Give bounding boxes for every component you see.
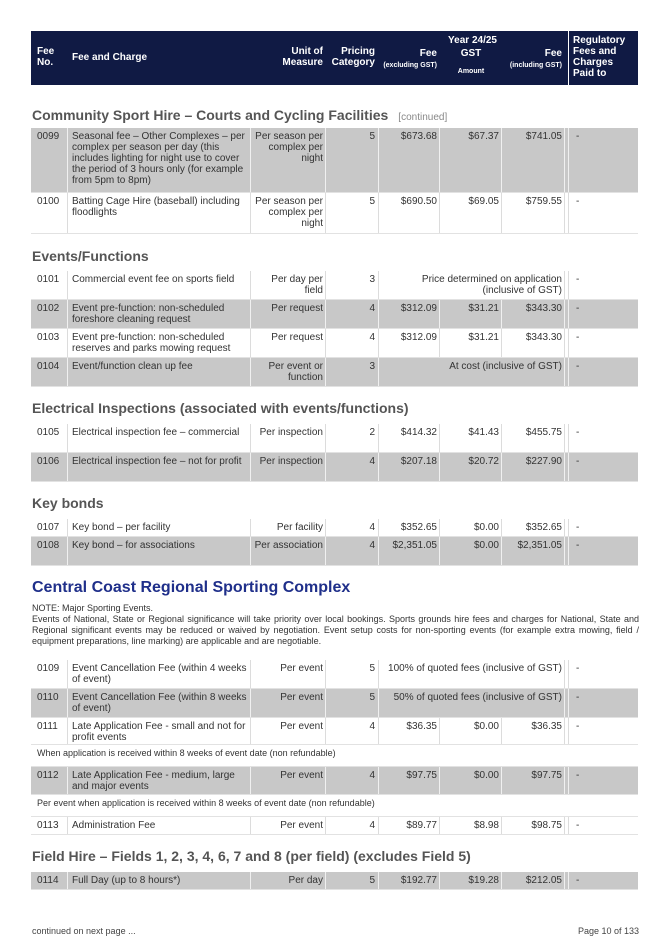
unit-of-measure: Per event	[280, 721, 323, 732]
fee-description: Event pre-function: non-scheduled reserves and parks mowing request	[72, 332, 231, 354]
cell-divider	[564, 358, 565, 386]
cell-divider	[325, 193, 326, 233]
cell-divider	[67, 358, 68, 386]
cell-divider	[325, 271, 326, 299]
fee-incl-gst: $343.30	[525, 303, 562, 314]
gst-amount: $31.21	[468, 332, 499, 343]
fee-description: Event Cancellation Fee (within 4 weeks of event)	[72, 663, 247, 685]
fee-number: 0110	[37, 692, 59, 703]
unit-of-measure: Per request	[271, 303, 323, 314]
pricing-category: 5	[369, 196, 375, 207]
cell-divider	[564, 193, 565, 233]
section-title-community-sport	[32, 107, 447, 123]
cell-divider	[568, 689, 569, 717]
cell-divider	[439, 424, 440, 452]
cell-divider	[67, 424, 68, 452]
header-year: Year 24/25	[448, 35, 497, 46]
fee-description: Commercial event fee on sports field	[72, 274, 235, 285]
cell-divider	[250, 817, 251, 834]
cell-divider	[501, 767, 502, 794]
cell-divider	[568, 271, 569, 299]
gst-amount: $0.00	[473, 721, 499, 732]
gst-amount: $20.72	[468, 456, 499, 467]
gst-amount: $69.05	[468, 196, 499, 207]
cell-divider	[439, 193, 440, 233]
regulatory-paid-to: -	[576, 361, 580, 372]
pricing-category: 4	[369, 332, 375, 343]
cell-divider	[501, 193, 502, 233]
fee-incl-gst: $98.75	[531, 820, 562, 831]
cell-divider	[250, 271, 251, 299]
fee-excl-gst: $690.50	[400, 196, 437, 207]
fee-description: Electrical inspection fee – not for profit	[72, 456, 242, 467]
table-row	[31, 537, 638, 566]
header-gst: GST	[460, 48, 482, 59]
table-row	[31, 193, 638, 234]
cell-divider	[378, 329, 379, 357]
unit-of-measure: Per event	[280, 692, 323, 703]
cell-divider	[378, 424, 379, 452]
table-row	[31, 424, 638, 453]
gst-amount: $0.00	[473, 540, 499, 551]
gst-amount: $41.43	[468, 427, 499, 438]
fee-note: Price determined on application (inclusive of GST)	[421, 274, 562, 296]
unit-of-measure: Per request	[271, 332, 323, 343]
cell-divider	[568, 329, 569, 357]
header-fee-and-charge: Fee and Charge	[72, 52, 148, 63]
regulatory-paid-to: -	[576, 332, 580, 343]
cell-divider	[501, 817, 502, 834]
pricing-category: 2	[369, 427, 375, 438]
cell-divider	[501, 300, 502, 328]
cell-divider	[568, 718, 569, 744]
fee-excl-gst: $312.09	[400, 303, 437, 314]
pricing-category: 4	[369, 770, 375, 781]
header-fee-no: Fee No.	[37, 46, 55, 68]
cell-divider	[325, 358, 326, 386]
fee-description: Electrical inspection fee – commercial	[72, 427, 240, 438]
header-separator	[568, 31, 569, 85]
cell-divider	[378, 271, 379, 299]
cell-divider	[250, 519, 251, 536]
regulatory-paid-to: -	[576, 820, 580, 831]
row-note-0111: When application is received within 8 weeks of event date (non refundable)	[31, 745, 638, 767]
fee-number: 0114	[37, 875, 59, 886]
section-title-field-hire: Field Hire – Fields 1, 2, 3, 4, 6, 7 and 8 (per field) (excludes Field 5)	[32, 848, 471, 864]
pricing-category: 4	[369, 303, 375, 314]
table-row	[31, 817, 638, 835]
cell-divider	[67, 329, 68, 357]
section-title-electrical: Electrical Inspections (associated with events/functions)	[32, 400, 409, 416]
cell-divider	[67, 537, 68, 565]
fee-incl-gst: $759.55	[525, 196, 562, 207]
cell-divider	[325, 453, 326, 481]
fee-excl-gst: $352.65	[400, 522, 437, 533]
unit-of-measure: Per season per complex per night	[255, 196, 323, 229]
cell-divider	[564, 329, 565, 357]
cell-divider	[250, 718, 251, 744]
cell-divider	[564, 300, 565, 328]
cell-divider	[564, 537, 565, 565]
fee-incl-gst: $36.35	[531, 721, 562, 732]
cell-divider	[250, 329, 251, 357]
cell-divider	[378, 660, 379, 688]
regulatory-paid-to: -	[576, 663, 580, 674]
fee-description: Event Cancellation Fee (within 8 weeks of event)	[72, 692, 247, 714]
cell-divider	[67, 300, 68, 328]
cell-divider	[568, 424, 569, 452]
cell-divider	[250, 424, 251, 452]
cell-divider	[325, 767, 326, 794]
fee-excl-gst: $673.68	[400, 131, 437, 142]
fee-number: 0113	[37, 820, 59, 831]
cell-divider	[564, 767, 565, 794]
table-row	[31, 872, 638, 890]
cell-divider	[564, 424, 565, 452]
note-heading: NOTE: Major Sporting Events.	[32, 603, 154, 613]
cell-divider	[378, 689, 379, 717]
fee-excl-gst: $2,351.05	[392, 540, 437, 551]
table-row	[31, 689, 638, 718]
footer-continued: continued on next page ...	[32, 926, 136, 936]
fee-incl-gst: $2,351.05	[517, 540, 562, 551]
pricing-category: 4	[369, 721, 375, 732]
section-title-key-bonds: Key bonds	[32, 495, 104, 511]
cell-divider	[564, 872, 565, 889]
cell-divider	[501, 128, 502, 192]
table-row	[31, 718, 638, 745]
cell-divider	[501, 329, 502, 357]
fee-description: Key bond – per facility	[72, 522, 171, 533]
fee-description: Seasonal fee – Other Complexes – per complex per season per day (this includes lighting for night use to cover the period of 3 hours only (for example from 5pm to 8pm)	[72, 131, 245, 186]
cell-divider	[568, 358, 569, 386]
header-regulatory: Regulatory Fees and Charges Paid to	[573, 35, 626, 79]
header-fee-incl-sub: (including GST)	[509, 62, 562, 69]
pricing-category: 3	[369, 274, 375, 285]
table-header	[31, 31, 638, 85]
cell-divider	[501, 537, 502, 565]
header-unit-of-measure: Unit of Measure	[282, 46, 323, 68]
fee-incl-gst: $741.05	[525, 131, 562, 142]
fee-description: Late Application Fee - medium, large and major events	[72, 770, 235, 792]
fee-incl-gst: $455.75	[525, 427, 562, 438]
unit-of-measure: Per day	[288, 875, 323, 886]
cell-divider	[439, 872, 440, 889]
cell-divider	[67, 519, 68, 536]
cell-divider	[568, 128, 569, 192]
cell-divider	[67, 193, 68, 233]
fee-number: 0102	[37, 303, 60, 314]
cell-divider	[67, 872, 68, 889]
cell-divider	[67, 817, 68, 834]
table-row	[31, 358, 638, 387]
cell-divider	[250, 128, 251, 192]
fee-number: 0106	[37, 456, 60, 467]
cell-divider	[325, 689, 326, 717]
gst-amount: $0.00	[473, 770, 499, 781]
fee-number: 0112	[37, 770, 59, 781]
regulatory-paid-to: -	[576, 274, 580, 285]
cell-divider	[501, 519, 502, 536]
fee-excl-gst: $312.09	[400, 332, 437, 343]
cell-divider	[568, 300, 569, 328]
cell-divider	[439, 453, 440, 481]
cell-divider	[439, 767, 440, 794]
cell-divider	[564, 817, 565, 834]
cell-divider	[378, 193, 379, 233]
regulatory-paid-to: -	[576, 196, 580, 207]
table-row	[31, 271, 638, 300]
unit-of-measure: Per event or function	[268, 361, 323, 383]
cell-divider	[67, 453, 68, 481]
fee-description: Full Day (up to 8 hours*)	[72, 875, 181, 886]
unit-of-measure: Per event	[280, 663, 323, 674]
cell-divider	[439, 718, 440, 744]
cell-divider	[67, 718, 68, 744]
unit-of-measure: Per day per field	[271, 274, 323, 296]
fee-note: 100% of quoted fees (inclusive of GST)	[388, 663, 562, 674]
header-pricing-category: Pricing Category	[331, 46, 375, 68]
fee-incl-gst: $227.90	[525, 456, 562, 467]
fee-excl-gst: $192.77	[400, 875, 437, 886]
cell-divider	[378, 767, 379, 794]
pricing-category: 4	[369, 456, 375, 467]
cell-divider	[378, 537, 379, 565]
cell-divider	[250, 537, 251, 565]
fee-number: 0107	[37, 522, 60, 533]
cell-divider	[250, 453, 251, 481]
cell-divider	[568, 767, 569, 794]
section-title-text: Community Sport Hire – Courts and Cycling Facilities	[32, 107, 389, 123]
unit-of-measure: Per association	[254, 540, 323, 551]
cell-divider	[439, 128, 440, 192]
fee-number: 0101	[37, 274, 60, 285]
fee-description: Event pre-function: non-scheduled foreshore cleaning request	[72, 303, 225, 325]
regulatory-paid-to: -	[576, 427, 580, 438]
cell-divider	[378, 817, 379, 834]
cell-divider	[67, 128, 68, 192]
fee-excl-gst: $97.75	[406, 770, 437, 781]
cell-divider	[568, 660, 569, 688]
cell-divider	[325, 872, 326, 889]
cell-divider	[250, 193, 251, 233]
pricing-category: 5	[369, 875, 375, 886]
fee-number: 0100	[37, 196, 60, 207]
fee-number: 0108	[37, 540, 60, 551]
cell-divider	[250, 689, 251, 717]
table-row	[31, 453, 638, 482]
cell-divider	[378, 519, 379, 536]
cell-divider	[325, 329, 326, 357]
cell-divider	[501, 424, 502, 452]
cell-divider	[378, 300, 379, 328]
table-row	[31, 767, 638, 795]
fee-incl-gst: $212.05	[525, 875, 562, 886]
fee-number: 0103	[37, 332, 60, 343]
section-title-ccrsc: Central Coast Regional Sporting Complex	[32, 579, 351, 596]
regulatory-paid-to: -	[576, 875, 580, 886]
fee-excl-gst: $207.18	[400, 456, 437, 467]
cell-divider	[501, 453, 502, 481]
fee-note: 50% of quoted fees (inclusive of GST)	[393, 692, 562, 703]
unit-of-measure: Per event	[280, 820, 323, 831]
row-note-0112: Per event when application is received within 8 weeks of event date (non refundable)	[31, 795, 638, 817]
cell-divider	[564, 271, 565, 299]
header-gst-sub: Amount	[457, 68, 485, 75]
cell-divider	[564, 519, 565, 536]
cell-divider	[250, 660, 251, 688]
cell-divider	[250, 358, 251, 386]
fee-incl-gst: $352.65	[525, 522, 562, 533]
cell-divider	[325, 300, 326, 328]
header-fee-excl: Fee	[419, 48, 437, 59]
cell-divider	[325, 424, 326, 452]
cell-divider	[250, 767, 251, 794]
gst-amount: $31.21	[468, 303, 499, 314]
cell-divider	[568, 817, 569, 834]
table-row	[31, 329, 638, 358]
section-title-events: Events/Functions	[32, 248, 149, 264]
cell-divider	[378, 358, 379, 386]
table-row	[31, 519, 638, 537]
regulatory-paid-to: -	[576, 692, 580, 703]
cell-divider	[564, 128, 565, 192]
footer-page-number: Page 10 of 133	[577, 926, 639, 936]
note-body: Events of National, State or Regional significance will take priority over local bookings. Sports grounds hire fees and charges for National, State and Regional significant events may be reduced or waived by negotiation. Event setup costs for non-sporting events (for example extra mowing, field / equipment preparations, line marking) are applicable and are negotiable.	[32, 614, 639, 646]
regulatory-paid-to: -	[576, 522, 580, 533]
table-row	[31, 660, 638, 689]
pricing-category: 4	[369, 540, 375, 551]
pricing-category: 3	[369, 361, 375, 372]
table-row	[31, 300, 638, 329]
cell-divider	[325, 519, 326, 536]
fee-description: Late Application Fee - small and not for profit events	[72, 721, 246, 743]
cell-divider	[67, 660, 68, 688]
fee-number: 0111	[37, 721, 58, 732]
cell-divider	[439, 817, 440, 834]
regulatory-paid-to: -	[576, 721, 580, 732]
fee-description: Key bond – for associations	[72, 540, 195, 551]
unit-of-measure: Per facility	[276, 522, 323, 533]
fee-description: Batting Cage Hire (baseball) including floodlights	[72, 196, 240, 218]
cell-divider	[439, 519, 440, 536]
fee-number: 0109	[37, 663, 60, 674]
cell-divider	[325, 817, 326, 834]
cell-divider	[67, 767, 68, 794]
cell-divider	[378, 128, 379, 192]
section-continued-label: [continued]	[398, 112, 448, 123]
cell-divider	[378, 718, 379, 744]
fee-incl-gst: $343.30	[525, 332, 562, 343]
cell-divider	[378, 453, 379, 481]
cell-divider	[568, 537, 569, 565]
cell-divider	[568, 519, 569, 536]
unit-of-measure: Per inspection	[259, 456, 323, 467]
regulatory-paid-to: -	[576, 540, 580, 551]
cell-divider	[378, 872, 379, 889]
cell-divider	[568, 193, 569, 233]
regulatory-paid-to: -	[576, 131, 580, 142]
pricing-category: 5	[369, 692, 375, 703]
fee-number: 0104	[37, 361, 60, 372]
header-fee-incl: Fee	[544, 48, 562, 59]
cell-divider	[325, 537, 326, 565]
cell-divider	[439, 300, 440, 328]
cell-divider	[568, 453, 569, 481]
fee-description: Event/function clean up fee	[72, 361, 193, 372]
cell-divider	[250, 300, 251, 328]
gst-amount: $19.28	[468, 875, 499, 886]
regulatory-paid-to: -	[576, 770, 580, 781]
cell-divider	[325, 718, 326, 744]
fee-number: 0099	[37, 131, 60, 142]
cell-divider	[564, 660, 565, 688]
cell-divider	[67, 689, 68, 717]
cell-divider	[67, 271, 68, 299]
pricing-category: 5	[369, 663, 375, 674]
unit-of-measure: Per event	[280, 770, 323, 781]
pricing-category: 4	[369, 820, 375, 831]
fee-description: Administration Fee	[72, 820, 156, 831]
cell-divider	[501, 872, 502, 889]
table-row	[31, 128, 638, 193]
gst-amount: $0.00	[473, 522, 499, 533]
pricing-category: 5	[369, 131, 375, 142]
cell-divider	[439, 537, 440, 565]
header-fee-excl-sub: (excluding GST)	[383, 62, 437, 69]
fee-number: 0105	[37, 427, 60, 438]
gst-amount: $67.37	[468, 131, 499, 142]
cell-divider	[564, 718, 565, 744]
regulatory-paid-to: -	[576, 456, 580, 467]
cell-divider	[250, 872, 251, 889]
regulatory-paid-to: -	[576, 303, 580, 314]
cell-divider	[564, 689, 565, 717]
cell-divider	[564, 453, 565, 481]
fee-note: At cost (inclusive of GST)	[449, 361, 562, 372]
gst-amount: $8.98	[473, 820, 499, 831]
pricing-category: 4	[369, 522, 375, 533]
cell-divider	[325, 128, 326, 192]
fee-excl-gst: $36.35	[406, 721, 437, 732]
cell-divider	[501, 718, 502, 744]
cell-divider	[439, 329, 440, 357]
fee-excl-gst: $414.32	[400, 427, 437, 438]
cell-divider	[325, 660, 326, 688]
cell-divider	[568, 872, 569, 889]
fee-incl-gst: $97.75	[531, 770, 562, 781]
unit-of-measure: Per inspection	[259, 427, 323, 438]
unit-of-measure: Per season per complex per night	[255, 131, 323, 164]
fee-excl-gst: $89.77	[406, 820, 437, 831]
